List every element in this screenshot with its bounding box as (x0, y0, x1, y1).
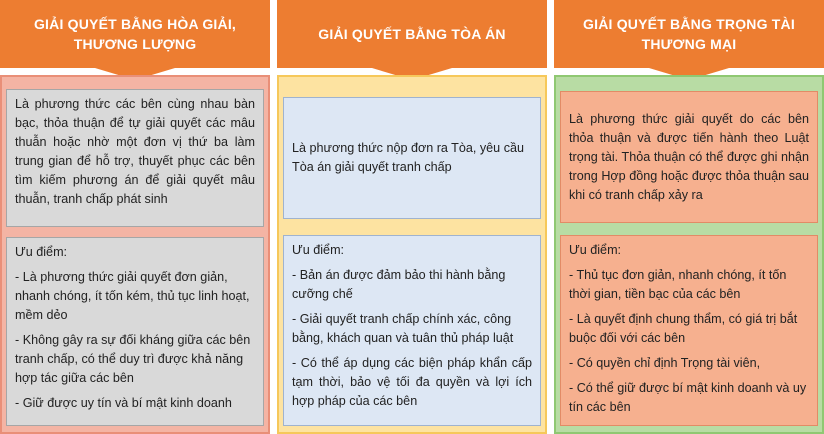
advantage-item: - Bản án được đảm bảo thi hành bằng cưỡng chế (292, 268, 506, 301)
column-panel (277, 75, 547, 434)
column-header: GIẢI QUYẾT BẰNG HÒA GIẢI, THƯƠNG LƯỢNG (0, 0, 270, 68)
definition-box (560, 91, 818, 223)
column-panel (554, 75, 824, 434)
definition-box (6, 89, 264, 227)
advantage-item: - Có thể áp dụng các biện pháp khẩn cấp tạm thời, bảo vệ tối đa quyền và lợi ích hợp pháp của các bên (292, 356, 532, 408)
advantages-title: Ưu điểm: (292, 243, 345, 257)
advantages-title: Ưu điểm: (569, 243, 622, 257)
advantage-item: - Giữ được uy tín và bí mật kinh doanh (15, 396, 232, 410)
advantage-item: - Có quyền chỉ định Trọng tài viên, (569, 356, 761, 370)
column-header: GIẢI QUYẾT BẰNG TÒA ÁN (277, 0, 547, 68)
advantages-box (283, 235, 541, 426)
advantage-item: - Có thể giữ được bí mật kinh doanh và uy tín các bên (569, 381, 807, 414)
advantage-item: - Thủ tục đơn giản, nhanh chóng, ít tốn thời gian, tiền bạc của các bên (569, 268, 787, 301)
definition-text: Là phương thức giải quyết do các bên thỏa thuận và được tiến hành theo Luật trọng tài. Thỏa thuận có thể được ghi nhận trong Hợp đồng hoặc được thỏa thuận sau khi có tranh chấp xảy ra (569, 111, 809, 202)
advantages-box (560, 235, 818, 426)
column-panel (0, 75, 270, 434)
advantage-item: - Không gây ra sự đối kháng giữa các bên tranh chấp, có thể duy trì được khả năng hợp tác giữa các bên (15, 333, 251, 385)
advantage-item: - Giải quyết tranh chấp chính xác, công bằng, khách quan và tuân thủ pháp luật (292, 312, 514, 345)
column-court (277, 0, 547, 434)
advantages-title: Ưu điểm: (15, 245, 68, 259)
advantage-item: - Là phương thức giải quyết đơn giản, nhanh chóng, ít tốn kém, thủ tục linh hoạt, mềm dẻo (15, 270, 250, 322)
definition-text: Là phương thức các bên cùng nhau bàn bạc, thỏa thuận để tự giải quyết các mâu thuẫn hoặc nhờ một đơn vị thứ ba làm trung gian để hỗ trợ, thuyết phục các bên tìm kiếm phương án để giải quyết mâu thuẫn, tranh chấp phát sinh (15, 97, 255, 206)
column-mediation (0, 0, 270, 434)
definition-box (283, 97, 541, 219)
column-arbitration (554, 0, 824, 434)
column-header: GIẢI QUYẾT BẰNG TRỌNG TÀI THƯƠNG MẠI (554, 0, 824, 68)
definition-text: Là phương thức nộp đơn ra Tòa, yêu cầu Tòa án giải quyết tranh chấp (292, 141, 524, 174)
advantages-box (6, 237, 264, 426)
advantage-item: - Là quyết định chung thẩm, có giá trị bắt buộc đối với các bên (569, 312, 798, 345)
